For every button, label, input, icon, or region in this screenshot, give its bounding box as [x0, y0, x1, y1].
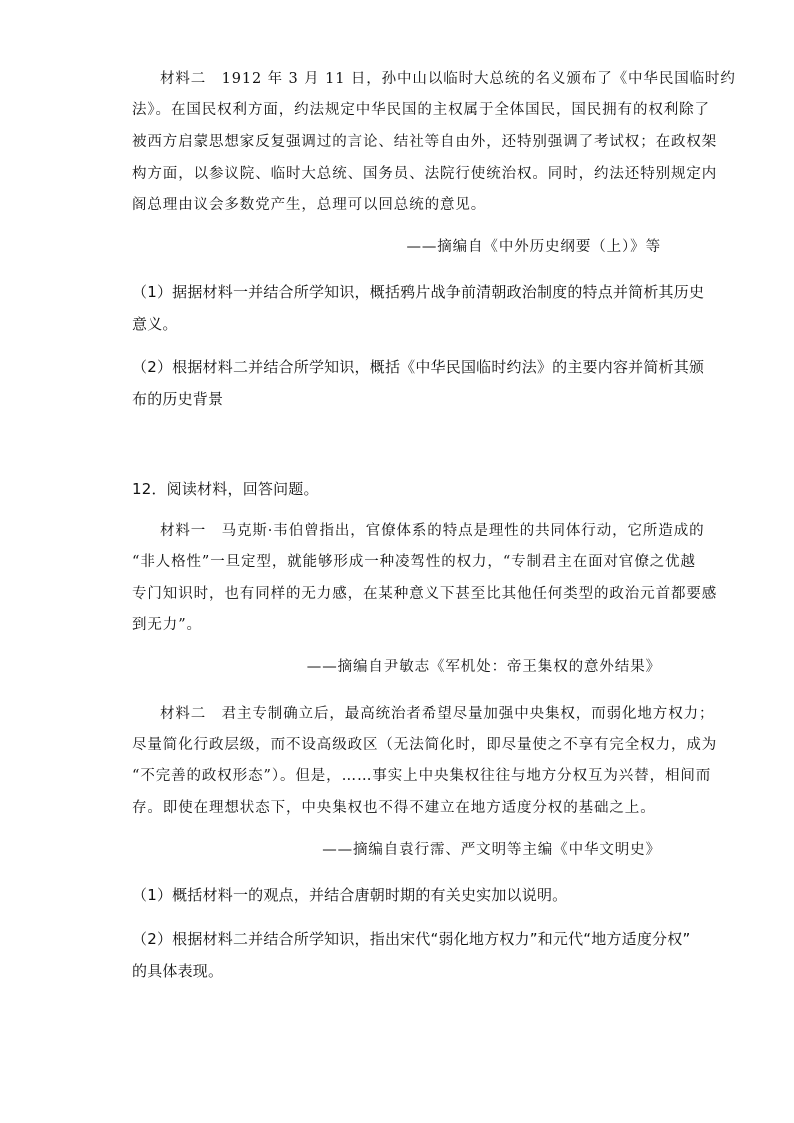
q12-material2-line-4: 存。即使在理想状态下，中央集权也不得不建立在地方适度分权的基础之上。: [132, 800, 656, 816]
question12-heading: 12．阅读材料，回答问题。: [132, 480, 319, 498]
q12-question1-line-1: （1）概括材料一的观点，并结合唐朝时期的有关史实加以说明。: [132, 886, 568, 904]
q12-question2-line-1: （2）根据材料二并结合所学知识，指出宋代“弱化地方权力”和元代“地方适度分权”: [132, 930, 691, 948]
q12-material1-line-2: “非人格性”一旦定型，就能够形成一种凌驾性的权力，“专制君主在面对官僚之优越: [132, 554, 696, 570]
top-question1-line-1: （1）据据材料一并结合所学知识，概括鸦片战争前清朝政治制度的特点并简析其历史: [132, 283, 705, 301]
q12-material2-source: ——摘编自袁行霈、严文明等主编《中华文明史》: [322, 842, 661, 858]
top-material2-source: ——摘编自《中外历史纲要（上）》等: [406, 239, 661, 255]
top-material2-line-3: 被西方启蒙思想家反复强调过的言论、结社等自由外，还特别强调了考试权；在政权架: [132, 134, 718, 150]
q12-material1-line-1: 材料一 马克斯·韦伯曾指出，官僚体系的特点是理性的共同体行动，它所造成的: [160, 523, 705, 539]
top-material2-line-1: 材料二 1912 年 3 月 11 日，孙中山以临时大总统的名义颁布了《中华民国临时约: [160, 71, 736, 87]
q12-material2-line-3: “不完善的政权形态”）。但是，……事实上中央集权往往与地方分权互为兴替，相间而: [132, 768, 712, 784]
top-material2-line-5: 阁总理由议会多数党产生，总理可以回总统的意见。: [132, 197, 487, 213]
q12-material2-line-2: 尽量简化行政层级，而不设高级政区（无法简化时，即尽量使之不享有完全权力，成为: [132, 737, 718, 753]
q12-question2-line-2: 的具体表现。: [132, 962, 224, 980]
top-question2-line-2: 布的历史背景: [132, 390, 224, 408]
q12-material2-line-1: 材料二 君主专制确立后，最高统治者希望尽量加强中央集权，而弱化地方权力；: [160, 706, 715, 722]
q12-material1-line-4: 到无力”。: [132, 617, 202, 633]
top-question1-line-2: 意义。: [132, 315, 178, 333]
q12-material1-source: ——摘编自尹敏志《军机处：帝王集权的意外结果》: [306, 659, 661, 675]
top-material2-line-2: 法》。在国民权利方面，约法规定中华民国的主权属于全体国民，国民拥有的权利除了: [132, 102, 710, 118]
top-question2-line-1: （2）根据材料二并结合所学知识，概括《中华民国临时约法》的主要内容并简析其颁: [132, 358, 705, 376]
top-material2-line-4: 构方面，以参议院、临时大总统、国务员、法院行使统治权。同时，约法还特别规定内: [132, 166, 718, 182]
q12-material1-line-3: 专门知识时，也有同样的无力感，在某种意义下甚至比其他任何类型的政治元首都要感: [132, 586, 718, 602]
